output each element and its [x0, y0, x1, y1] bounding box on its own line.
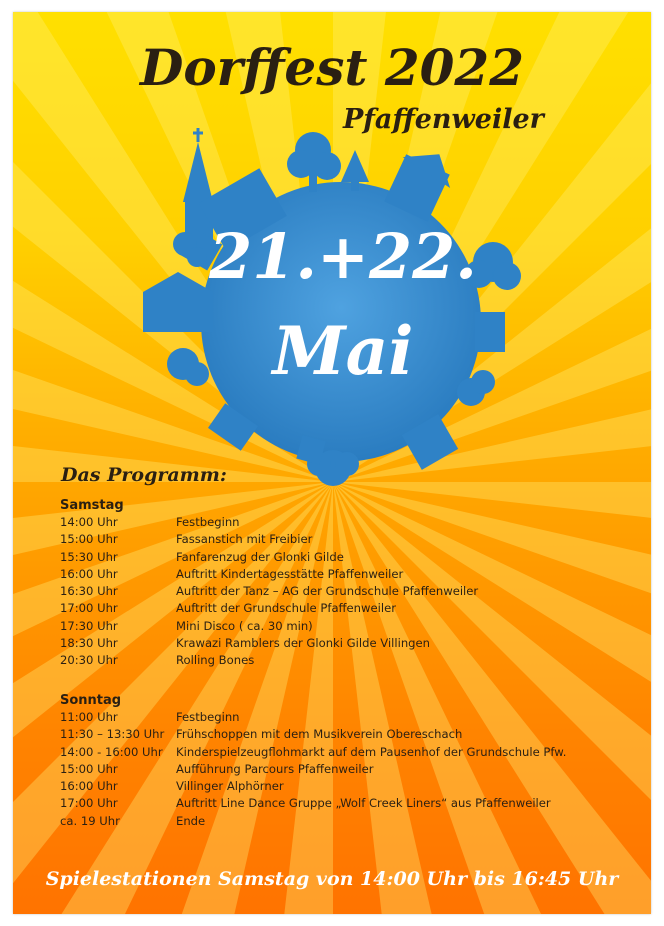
- list-item: [60, 531, 478, 548]
- event-name: Kinderspielzeugflohmarkt auf dem Pausenhof der Grundschule Pfw.: [176, 744, 567, 759]
- list-item: [60, 514, 478, 531]
- event-time: ca. 19 Uhr: [60, 813, 120, 828]
- event-time: 14:00 Uhr: [60, 515, 118, 529]
- event-name: Ende: [176, 813, 206, 828]
- event-time: 17:00 Uhr: [60, 601, 118, 616]
- event-time: 17:30 Uhr: [60, 618, 118, 633]
- list-item: [60, 813, 566, 830]
- event-name: Auftritt Kindertagesstätte Pfaffenweiler: [176, 566, 404, 581]
- list-item: [60, 744, 566, 761]
- saturday-schedule: [60, 514, 478, 670]
- event-time: 15:30 Uhr: [60, 549, 118, 564]
- poster-title: Dorffest 2022: [139, 38, 525, 97]
- list-item: [60, 795, 566, 812]
- list-item: [60, 652, 478, 669]
- event-time: 20:30 Uhr: [60, 653, 118, 668]
- event-time: 18:30 Uhr: [60, 636, 118, 651]
- saturday-title: Samstag: [60, 498, 124, 513]
- event-name: Mini Disco ( ca. 30 min): [176, 618, 313, 633]
- list-item: [60, 761, 566, 778]
- event-name: Fanfarenzug der Glonki Gilde: [176, 549, 344, 564]
- event-name: Festbeginn: [176, 515, 240, 529]
- event-name: Festbeginn: [176, 710, 240, 724]
- event-time: 16:30 Uhr: [60, 584, 118, 599]
- event-name: Auftritt der Grundschule Pfaffenweiler: [176, 601, 396, 616]
- event-date-month: Mai: [272, 312, 414, 390]
- list-item: [60, 583, 478, 600]
- event-date-days: 21.+22.: [209, 220, 477, 293]
- list-item: [60, 566, 478, 583]
- list-item: [60, 549, 478, 566]
- event-name: Krawazi Ramblers der Glonki Gilde Villingen: [176, 636, 431, 651]
- program-title: Das Programm:: [61, 464, 227, 486]
- event-time: 15:00 Uhr: [60, 761, 118, 776]
- list-item: [60, 635, 478, 652]
- sunday-title: Sonntag: [60, 693, 122, 708]
- globe-icon: [123, 122, 543, 492]
- list-item: [60, 778, 566, 795]
- event-time: 11:00 Uhr: [60, 710, 118, 724]
- event-time: 11:30 – 13:30 Uhr: [60, 727, 165, 742]
- poster-subtitle: Pfaffenweiler: [343, 104, 544, 135]
- list-item: [60, 618, 478, 635]
- event-time: 17:00 Uhr: [60, 796, 118, 811]
- event-time: 16:00 Uhr: [60, 566, 118, 581]
- footer-note: Spielestationen Samstag von 14:00 Uhr bis 16:45 Uhr: [45, 868, 619, 890]
- event-time: 14:00 - 16:00 Uhr: [60, 744, 163, 759]
- event-name: Aufführung Parcours Pfaffenweiler: [176, 761, 374, 776]
- event-name: Rolling Bones: [176, 653, 255, 668]
- list-item: [60, 600, 478, 617]
- event-name: Auftritt Line Dance Gruppe „Wolf Creek Liners“ aus Pfaffenweiler: [176, 796, 551, 811]
- event-name: Auftritt der Tanz – AG der Grundschule Pfaffenweiler: [176, 584, 479, 599]
- poster: [13, 12, 651, 914]
- event-name: Villinger Alphörner: [176, 779, 284, 794]
- event-time: 15:00 Uhr: [60, 532, 118, 547]
- event-name: Fassanstich mit Freibier: [176, 532, 313, 547]
- sunday-schedule: [60, 709, 566, 830]
- event-time: 16:00 Uhr: [60, 779, 118, 794]
- list-item: [60, 709, 566, 726]
- event-name: Frühschoppen mit dem Musikverein Obereschach: [176, 727, 463, 742]
- list-item: [60, 726, 566, 743]
